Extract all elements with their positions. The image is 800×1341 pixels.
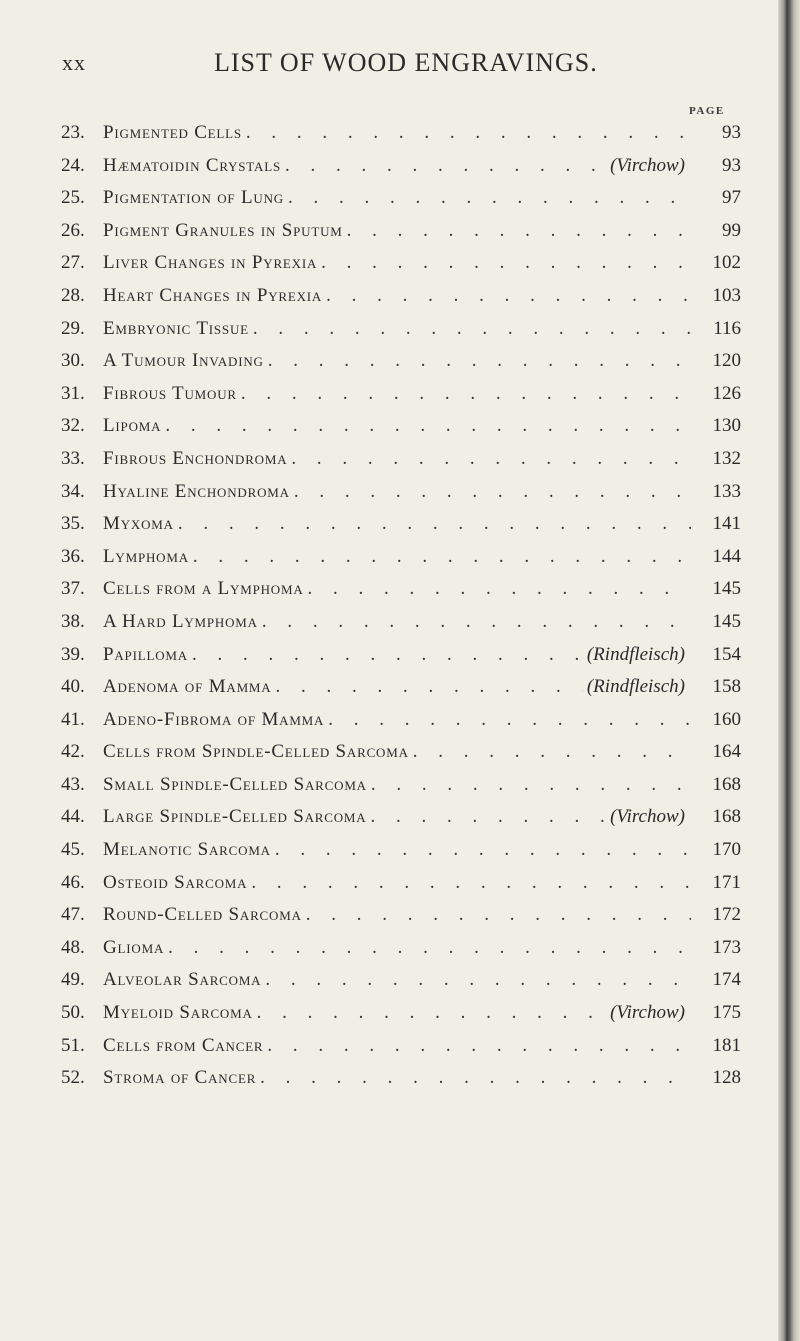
list-item [61, 806, 741, 839]
leader-dots [306, 904, 691, 926]
entry-number: 45. [61, 839, 85, 861]
list-item [61, 383, 741, 416]
entry-title: Melanotic Sarcoma [103, 839, 271, 861]
entry-page: 145 [712, 610, 741, 632]
entry-number: 27. [61, 252, 85, 274]
entry-number: 51. [61, 1034, 85, 1056]
list-item [61, 676, 741, 709]
entry-title: Fibrous Enchondroma [103, 447, 288, 469]
entry-number: 34. [61, 480, 85, 502]
list-item [61, 611, 741, 644]
list-item [61, 513, 741, 546]
leader-dots [178, 513, 691, 535]
entry-page: 160 [712, 708, 741, 730]
list-item [61, 839, 741, 872]
entry-number: 42. [61, 741, 85, 763]
leader-dots [275, 676, 582, 698]
entry-number: 36. [61, 545, 85, 567]
leader-dots [371, 774, 691, 796]
list-item [61, 187, 741, 220]
leader-dots [328, 709, 691, 731]
entry-title: Stroma of Cancer [103, 1067, 257, 1089]
list-item [61, 904, 741, 937]
entry-page: 102 [712, 252, 741, 274]
entry-title: Fibrous Tumour [103, 382, 237, 404]
entry-number: 43. [61, 773, 85, 795]
entry-title: Pigmentation of Lung [103, 187, 284, 209]
list-item [61, 1002, 741, 1035]
list-item [61, 546, 741, 579]
entry-number: 47. [61, 904, 85, 926]
entry-page: 168 [712, 773, 741, 795]
entry-number: 38. [61, 610, 85, 632]
entry-title: Alveolar Sarcoma [103, 969, 262, 991]
entry-page: 174 [712, 969, 741, 991]
leader-dots [308, 578, 691, 600]
entry-title: Papilloma [103, 643, 188, 665]
entry-number: 49. [61, 969, 85, 991]
entry-number: 29. [61, 317, 85, 339]
entry-page: 116 [713, 317, 741, 339]
list-item [61, 578, 741, 611]
entry-title: Adenoma of Mamma [103, 676, 272, 698]
entry-page: 130 [712, 415, 741, 437]
entry-author: (Virchow) [610, 1002, 685, 1024]
entry-title: Small Spindle-Celled Sarcoma [103, 773, 367, 795]
entry-title: A Tumour Invading [103, 350, 264, 372]
page-column-label: PAGE [689, 105, 725, 117]
entry-title: Large Spindle-Celled Sarcoma [103, 806, 367, 828]
entry-number: 46. [61, 871, 85, 893]
entry-number: 28. [61, 284, 85, 306]
entry-page: 93 [722, 122, 741, 143]
leader-dots [251, 872, 691, 894]
entry-author: (Virchow) [610, 154, 685, 176]
entry-title: Pigment Granules in Sputum [103, 219, 343, 241]
list-item [61, 1035, 741, 1068]
leader-dots [347, 220, 691, 242]
list-item [61, 1067, 741, 1100]
leader-dots [193, 546, 691, 568]
entry-page: 132 [712, 447, 741, 469]
entry-number: 24. [61, 154, 85, 176]
entry-title: Liver Changes in Pyrexia [103, 252, 318, 274]
leader-dots [275, 839, 691, 861]
entry-number: 48. [61, 936, 85, 958]
leader-dots [288, 187, 691, 209]
list-item [61, 220, 741, 253]
entry-page: 120 [712, 350, 741, 372]
list-item [61, 155, 741, 188]
entry-page: 99 [722, 219, 741, 241]
entry-author: (Virchow) [610, 806, 685, 828]
entry-number: 23. [61, 122, 85, 143]
entry-title: A Hard Lymphoma [103, 610, 258, 632]
entry-title: Hyaline Enchondroma [103, 480, 290, 502]
entry-number: 40. [61, 676, 85, 698]
page-title: LIST OF WOOD ENGRAVINGS. [214, 48, 598, 77]
entry-page: 170 [712, 839, 741, 861]
entry-page: 154 [712, 643, 741, 665]
entry-page: 173 [712, 936, 741, 958]
list-item [61, 937, 741, 970]
entry-page: 181 [712, 1034, 741, 1056]
leader-dots [321, 252, 691, 274]
list-item [61, 741, 741, 774]
list-item [61, 350, 741, 383]
entry-page: 133 [712, 480, 741, 502]
entry-number: 30. [61, 350, 85, 372]
entry-title: Pigmented Cells [103, 122, 242, 143]
running-header [0, 48, 778, 88]
entry-title: Cells from Cancer [103, 1034, 264, 1056]
entry-title: Round-Celled Sarcoma [103, 904, 302, 926]
leader-dots [253, 318, 691, 340]
entry-title: Lymphoma [103, 545, 189, 567]
list-item [61, 774, 741, 807]
list-item [61, 872, 741, 905]
leader-dots [260, 1067, 691, 1089]
entry-page: 144 [712, 545, 741, 567]
entry-page: 145 [712, 578, 741, 600]
entry-number: 50. [61, 1002, 85, 1024]
leader-dots [168, 937, 691, 959]
entry-page: 158 [712, 676, 741, 698]
entry-title: Cells from Spindle-Celled Sarcoma [103, 741, 409, 763]
list-item [61, 709, 741, 742]
list-item [61, 122, 741, 155]
list-item [61, 252, 741, 285]
leader-dots [267, 1035, 691, 1057]
leader-dots [165, 415, 691, 437]
entry-page: 141 [712, 513, 741, 535]
leader-dots [413, 741, 691, 763]
entry-number: 37. [61, 578, 85, 600]
list-item [61, 448, 741, 481]
engravings-list [61, 122, 741, 1100]
entry-title: Adeno-Fibroma of Mamma [103, 708, 325, 730]
entry-number: 35. [61, 513, 85, 535]
entry-number: 52. [61, 1067, 85, 1089]
leader-dots [192, 644, 583, 666]
entry-author: (Rindfleisch) [586, 676, 685, 698]
entry-title: Cells from a Lymphoma [103, 578, 304, 600]
entry-number: 44. [61, 806, 85, 828]
leader-dots [257, 1002, 606, 1024]
entry-number: 25. [61, 187, 85, 209]
entry-title: Glioma [103, 936, 165, 958]
entry-page: 168 [712, 806, 741, 828]
entry-number: 31. [61, 382, 85, 404]
entry-title: Embryonic Tissue [103, 317, 249, 339]
leader-dots [241, 383, 691, 405]
entry-page: 171 [712, 871, 741, 893]
leader-dots [285, 155, 606, 177]
entry-number: 39. [61, 643, 85, 665]
list-item [61, 285, 741, 318]
entry-number: 32. [61, 415, 85, 437]
entry-title: Hæmatoidin Crystals [103, 154, 281, 176]
entry-title: Myxoma [103, 513, 174, 535]
entry-number: 41. [61, 708, 85, 730]
leader-dots [370, 806, 606, 828]
leader-dots [246, 122, 691, 144]
page-edge [778, 0, 800, 1341]
entry-page: 103 [712, 284, 741, 306]
entry-page: 97 [722, 187, 741, 209]
entry-page: 175 [712, 1002, 741, 1024]
header-page-number: xx [62, 50, 86, 75]
list-item [61, 644, 741, 677]
entry-number: 33. [61, 447, 85, 469]
leader-dots [268, 350, 691, 372]
entry-page: 128 [712, 1067, 741, 1089]
leader-dots [291, 448, 691, 470]
entry-number: 26. [61, 219, 85, 241]
entry-title: Osteoid Sarcoma [103, 871, 248, 893]
entry-page: 93 [722, 154, 741, 176]
list-item [61, 415, 741, 448]
entry-author: (Rindfleisch) [586, 643, 685, 665]
leader-dots [294, 481, 691, 503]
list-item [61, 969, 741, 1002]
entry-page: 126 [712, 382, 741, 404]
list-item [61, 481, 741, 514]
leader-dots [326, 285, 691, 307]
entry-title: Heart Changes in Pyrexia [103, 284, 323, 306]
list-item [61, 318, 741, 351]
entry-page: 164 [712, 741, 741, 763]
entry-title: Myeloid Sarcoma [103, 1002, 253, 1024]
leader-dots [262, 611, 691, 633]
entry-title: Lipoma [103, 415, 162, 437]
leader-dots [265, 969, 691, 991]
entry-page: 172 [712, 904, 741, 926]
